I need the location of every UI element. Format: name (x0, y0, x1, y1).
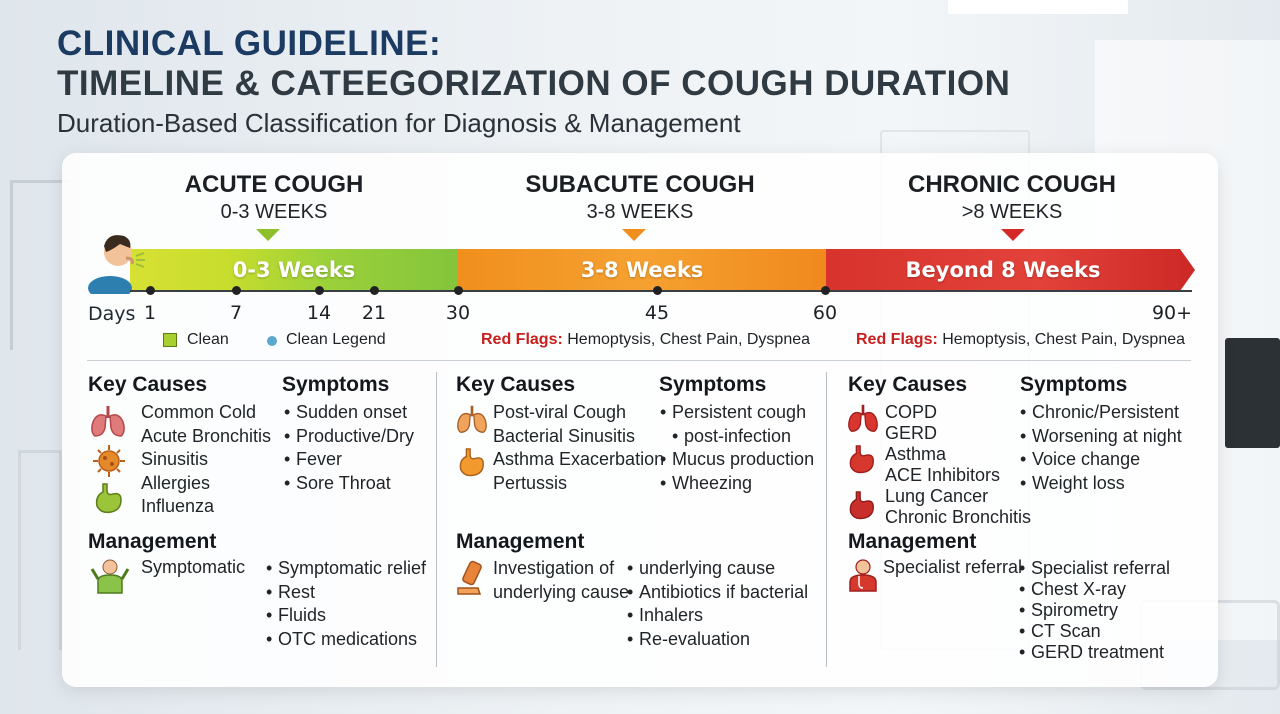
symptom-item: • Sudden onset (284, 401, 414, 425)
legend-dot (267, 336, 277, 346)
page-subtitle: Duration-Based Classification for Diagnosis & Management (57, 108, 741, 138)
cause-item: Influenza (141, 496, 215, 516)
coughing-person-icon (86, 228, 156, 294)
axis-tick-dot (454, 286, 463, 295)
acute-symptoms-title: Symptoms (282, 373, 390, 396)
cause-item: Asthma Exacerbation (493, 449, 665, 469)
background-wall-hook (10, 180, 70, 350)
management-item: • Specialist referral (1019, 558, 1170, 579)
symptom-item: • Worsening at night (1020, 425, 1182, 449)
chronic-management-title: Management (848, 530, 977, 553)
timeline-segment-acute (130, 249, 458, 291)
red-flags-text: Hemoptysis, Chest Pain, Dyspnea (562, 331, 811, 348)
stomach-icon (847, 443, 877, 477)
phase-range-acute: 0-3 WEEKS (220, 201, 328, 223)
chronic-management-main: Specialist referral (883, 557, 1023, 577)
background-ceiling-light (948, 0, 1128, 14)
phase-name-subacute: SUBACUTE COUGH (525, 171, 755, 198)
subacute-management-title: Management (456, 530, 585, 553)
symptom-item: • Fever (284, 448, 414, 472)
segment-label-chronic: Beyond 8 Weeks (905, 258, 1101, 282)
management-item: • CT Scan (1019, 621, 1170, 642)
management-item: • GERD treatment (1019, 642, 1170, 663)
subacute-causes-title: Key Causes (456, 373, 576, 396)
symptom-item: • Productive/Dry (284, 425, 414, 449)
axis-tick-label: 7 (229, 302, 243, 324)
phase-range-subacute: 3-8 WEEKS (586, 201, 694, 223)
legend-dot-label: Clean Legend (286, 331, 386, 348)
management-item: • Symptomatic relief (266, 557, 426, 581)
management-item: • OTC medications (266, 628, 426, 652)
phase-header-acute (174, 171, 374, 224)
axis-days-label: Days (88, 303, 136, 325)
column-divider (436, 372, 437, 667)
section-divider (87, 360, 1191, 361)
axis-tick-label: 90+ (1151, 302, 1193, 324)
acute-causes-title: Key Causes (88, 373, 208, 396)
lungs-icon (455, 404, 489, 434)
page-title-line-2: TIMELINE & CATEEGORIZATION OF COUGH DURATION (57, 64, 1011, 103)
phase-marker-chronic (1001, 229, 1025, 241)
symptom-item: • Sore Throat (284, 472, 414, 496)
cause-item: Post-viral Cough (493, 402, 627, 422)
lungs-icon (846, 403, 880, 433)
segment-label-acute: 0-3 Weeks (232, 258, 356, 282)
inhaler-icon (456, 560, 488, 596)
legend-square-label: Clean (187, 331, 229, 348)
cause-item: Allergies (141, 472, 211, 493)
lungs-icon (89, 404, 127, 438)
cause-item: Asthma (885, 444, 947, 464)
phase-range-chronic: >8 WEEKS (961, 201, 1063, 223)
red-flags-text: Hemoptysis, Chest Pain, Dyspnea (937, 331, 1186, 348)
column-divider (826, 372, 827, 667)
subacute-symptoms-title: Symptoms (659, 373, 767, 396)
management-item: • Spirometry (1019, 600, 1170, 621)
person-relief-icon (90, 557, 130, 595)
cause-item: Common Cold (141, 402, 257, 422)
axis-tick-dot (146, 286, 155, 295)
axis-tick-label: 30 (445, 302, 471, 324)
cause-item: COPD (885, 402, 938, 422)
symptom-item-continued: • post-infection (660, 425, 814, 449)
cause-item: ACE Inhibitors (885, 465, 1001, 485)
red-flags-chronic (856, 331, 1185, 349)
management-item: • Fluids (266, 604, 426, 628)
subacute-management-list (627, 557, 808, 651)
symptom-item: • Weight loss (1020, 472, 1182, 496)
red-flags-label: Red Flags: (856, 331, 938, 348)
symptom-item: • Mucus production (660, 448, 814, 472)
acute-causes-list (141, 401, 271, 519)
phase-name-acute: ACUTE COUGH (184, 171, 364, 198)
chronic-symptoms-list (1020, 401, 1182, 495)
segment-label-subacute: 3-8 Weeks (580, 258, 704, 282)
phase-header-subacute (510, 171, 770, 224)
timeline-arrow-tip (1180, 249, 1195, 291)
page-title-line-1: CLINICAL GUIDELINE: (57, 24, 442, 63)
cause-item: Pertussis (493, 472, 568, 493)
chronic-causes-title: Key Causes (848, 373, 968, 396)
acute-management-main: Symptomatic (141, 557, 246, 577)
doctor-icon (847, 558, 879, 592)
symptom-item: • Chronic/Persistent (1020, 401, 1182, 425)
axis-tick-dot (821, 286, 830, 295)
phase-name-chronic: CHRONIC COUGH (908, 171, 1116, 198)
phase-header-chronic (882, 171, 1142, 224)
stomach-icon (93, 482, 125, 516)
red-flags-label: Red Flags: (481, 331, 563, 348)
axis-tick-label: 60 (812, 302, 838, 324)
axis-tick-dot (232, 286, 241, 295)
cause-item: Acute Bronchitis (141, 425, 272, 446)
management-item: • underlying cause (627, 557, 808, 581)
subacute-management-main (493, 557, 629, 604)
management-item: • Rest (266, 581, 426, 605)
management-item: • Inhalers (627, 604, 808, 628)
acute-management-list (266, 557, 426, 651)
axis-tick-dot (370, 286, 379, 295)
axis-tick-dot (315, 286, 324, 295)
symptom-item: • Persistent cough (660, 401, 814, 425)
subacute-symptoms-list (660, 401, 814, 495)
cause-item: Lung Cancer (885, 486, 989, 506)
axis-tick-label: 45 (644, 302, 670, 324)
management-main-line: underlying cause (493, 581, 630, 602)
background-monitor (1225, 338, 1280, 448)
cause-item: GERD (885, 423, 938, 443)
symptom-item: • Voice change (1020, 448, 1182, 472)
cause-item: Chronic Bronchitis (885, 507, 1032, 527)
acute-symptoms-list (284, 401, 414, 495)
chronic-symptoms-title: Symptoms (1020, 373, 1128, 396)
cause-item: Sinusitis (141, 449, 209, 469)
red-flags-subacute (481, 331, 810, 349)
management-item: • Antibiotics if bacterial (627, 581, 808, 605)
management-main-line: Investigation of (493, 558, 615, 578)
timeline-segment-subacute (458, 249, 826, 291)
axis-tick-label: 14 (306, 302, 332, 324)
axis-tick-dot (653, 286, 662, 295)
chronic-causes-list (885, 402, 1031, 528)
acute-management-title: Management (88, 530, 217, 553)
cause-item: Bacterial Sinusitis (493, 425, 636, 446)
phase-marker-subacute (622, 229, 646, 241)
management-item: • Re-evaluation (627, 628, 808, 652)
timeline-segment-chronic (826, 249, 1180, 291)
management-item: • Chest X-ray (1019, 579, 1170, 600)
legend-square (163, 333, 177, 347)
stomach-icon (457, 447, 487, 479)
background-stand (18, 450, 62, 650)
chronic-management-list (1019, 558, 1170, 663)
axis-tick-label: 21 (361, 302, 387, 324)
symptom-item: • Wheezing (660, 472, 814, 496)
phase-marker-acute (256, 229, 280, 241)
axis-tick-label: 1 (143, 302, 157, 324)
subacute-causes-list (493, 401, 664, 495)
stomach-icon (847, 489, 877, 523)
virus-icon (91, 443, 127, 479)
